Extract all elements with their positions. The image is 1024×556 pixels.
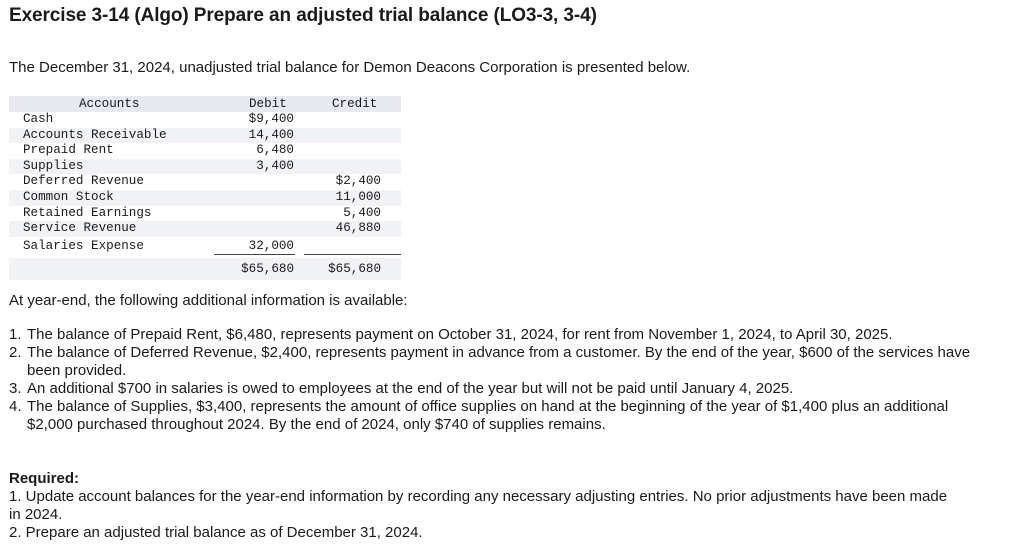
table-row (9, 174, 401, 190)
debit-amount: 14,400 (248, 127, 294, 142)
intro-text: The December 31, 2024, unadjusted trial balance for Demon Deacons Corporation is presented below. (9, 59, 691, 76)
credit-amount: 5,400 (343, 205, 381, 220)
debit-amount: 32,000 (248, 238, 294, 253)
list-item (9, 344, 972, 380)
debit-amount: 6,480 (256, 143, 294, 158)
account-name: Cash (23, 112, 54, 126)
account-name: Accounts Receivable (23, 127, 167, 142)
additional-info-list (9, 326, 1014, 434)
list-item (9, 398, 977, 434)
table-row (9, 237, 401, 255)
required-item-2: 2. Prepare an adjusted trial balance as of December 31, 2024. (9, 524, 423, 541)
account-name: Prepaid Rent (23, 143, 114, 158)
debit-total: $65,680 (241, 261, 294, 276)
table-row (9, 143, 401, 159)
accounts-header: Accounts (79, 97, 140, 111)
list-item (9, 326, 1014, 344)
account-name: Retained Earnings (23, 205, 152, 220)
debit-total-rule (214, 254, 295, 255)
list-item-number: 4. (9, 398, 22, 415)
account-name: Salaries Expense (23, 238, 144, 253)
trial-balance-table (9, 96, 401, 280)
table-header-row (9, 96, 401, 112)
table-row (9, 128, 401, 144)
list-item-text: The balance of Supplies, $3,400, represents the amount of office supplies on hand at the beginning of the year of $1,400 plus an additional $2,000 purchased throughout 2024. By the end of 2024, only $740 of supplies remains. (27, 398, 949, 433)
required-section (9, 470, 949, 542)
required-label: Required: (9, 470, 80, 487)
list-item-number: 2. (9, 344, 22, 361)
list-item-text: The balance of Deferred Revenue, $2,400, represents payment in advance from a customer. By the end of the year, $600 of the services have been provided. (27, 344, 971, 379)
table-row (9, 221, 401, 237)
credit-total: $65,680 (328, 261, 381, 276)
credit-amount: 46,880 (335, 221, 381, 236)
list-item-text: An additional $700 in salaries is owed to employees at the end of the year but will not be paid until January 4, 2025. (27, 380, 794, 397)
list-item-number: 1. (9, 326, 22, 343)
debit-header: Debit (249, 97, 287, 111)
credit-amount: 11,000 (335, 189, 381, 204)
credit-total-rule (304, 254, 401, 255)
table-row (9, 112, 401, 128)
table-row (9, 206, 401, 222)
required-item-1: 1. Update account balances for the year-end information by recording any necessary adjusting entries. No prior adjustments have been made in 2024. (9, 488, 948, 523)
credit-header: Credit (332, 97, 378, 111)
account-name: Deferred Revenue (23, 174, 144, 189)
account-name: Service Revenue (23, 221, 137, 236)
account-name: Common Stock (23, 189, 114, 204)
list-item (9, 380, 1014, 398)
table-row (9, 159, 401, 175)
totals-row (9, 258, 401, 280)
debit-amount: 3,400 (256, 158, 294, 173)
list-item-text: The balance of Prepaid Rent, $6,480, represents payment on October 31, 2024, for rent from November 1, 2024, to April 30, 2025. (27, 326, 893, 343)
table-row (9, 190, 401, 206)
list-item-number: 3. (9, 380, 22, 397)
debit-amount: $9,400 (248, 112, 294, 126)
account-name: Supplies (23, 158, 84, 173)
page-title: Exercise 3-14 (Algo) Prepare an adjusted trial balance (LO3-3, 3-4) (9, 5, 597, 26)
additional-info-heading: At year-end, the following additional information is available: (9, 292, 408, 309)
credit-amount: $2,400 (335, 174, 381, 189)
